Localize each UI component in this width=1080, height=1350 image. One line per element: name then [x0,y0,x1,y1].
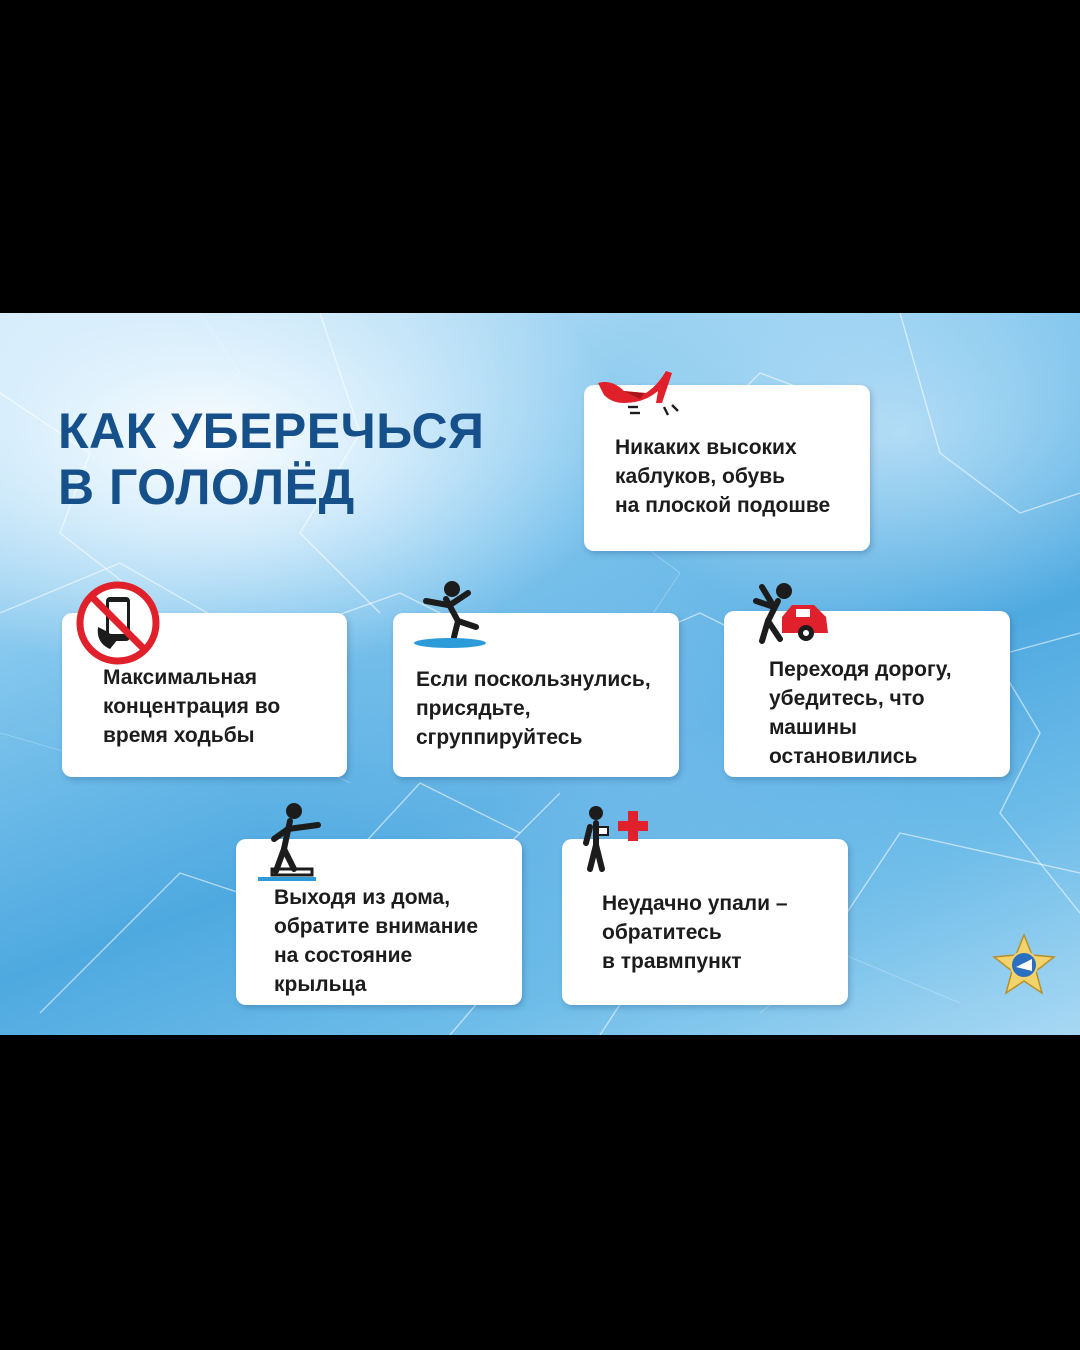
slipping-person-icon [406,575,496,651]
tip-line: каблуков, обувь [615,465,786,488]
tip-text-first-aid [602,889,788,976]
poster-title [58,403,485,515]
tip-line: сгруппируйтесь [416,726,583,749]
tip-line: крыльца [274,973,367,996]
tip-text-flat-shoes [615,433,830,520]
emergency-service-emblem-icon [992,933,1056,997]
tip-line: на состояние [274,944,413,967]
tip-text-porch [274,883,478,999]
tip-line: концентрация во [103,695,281,718]
tip-line: обратите внимание [274,915,479,938]
tip-text-concentration [103,663,280,750]
tip-text-slipped [416,665,651,752]
high-heel-icon [594,363,680,419]
tip-line: Никаких высоких [615,436,797,459]
tip-line: Если поскользнулись, [416,668,651,691]
pedestrian-car-icon [744,579,830,649]
tip-line: время ходьбы [103,724,255,747]
tip-line: на плоской подошве [615,494,831,517]
tip-line: присядьте, [416,697,531,720]
tip-text-crossing-road [769,655,952,771]
title-line-2: В ГОЛОЛЁД [58,459,355,515]
ice-safety-poster [0,313,1080,1035]
tip-line: Неудачно упали – [602,892,788,915]
tip-line: Максимальная [103,666,258,689]
porch-slip-icon [254,799,328,883]
tip-line: машины [769,716,857,739]
title-line-1: КАК УБЕРЕЧЬСЯ [58,403,485,459]
tip-line: Переходя дорогу, [769,658,952,681]
no-phone-icon [76,581,160,665]
tip-line: в травмпункт [602,950,742,973]
tip-line: убедитесь, что [769,687,925,710]
first-aid-icon [578,803,658,875]
tip-line: обратитесь [602,921,722,944]
tip-line: остановились [769,745,918,768]
tip-line: Выходя из дома, [274,886,451,909]
